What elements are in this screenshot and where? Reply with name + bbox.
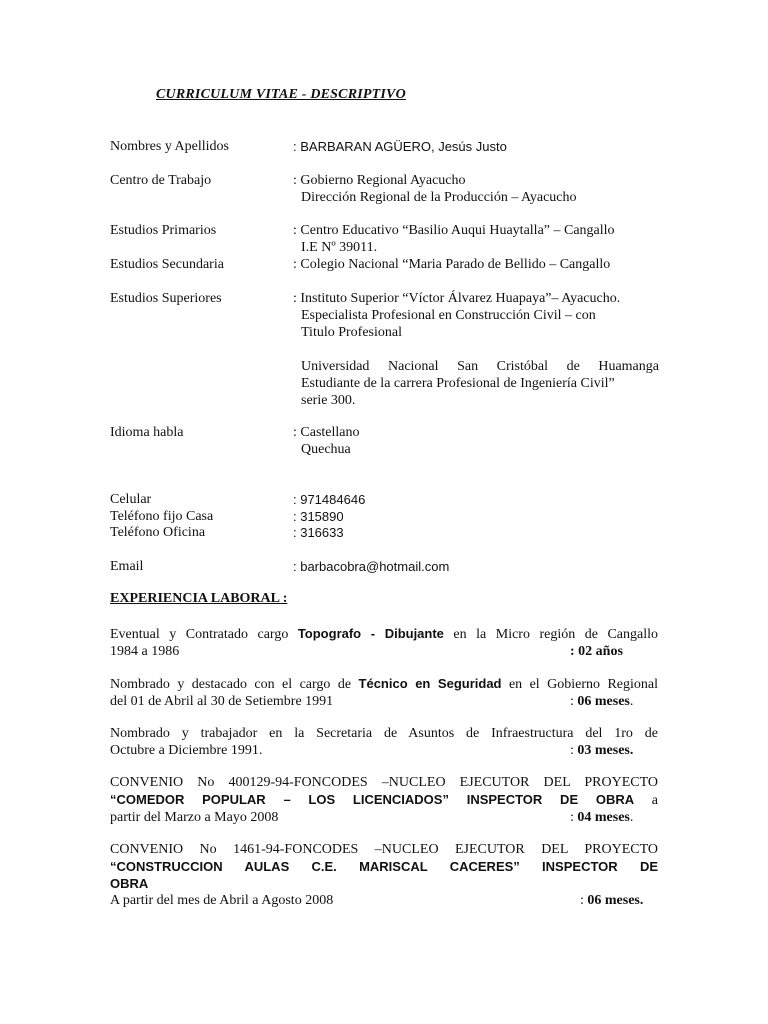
blank-line xyxy=(293,341,659,358)
value-line: Estudiante de la carrera Profesional de Ingeniería Civil” xyxy=(301,376,615,391)
field-value: : 316633 xyxy=(293,525,344,540)
field-value xyxy=(293,290,659,409)
field-label: Teléfono Oficina xyxy=(110,525,206,540)
field-value: : 315890 xyxy=(293,509,344,524)
experience-duration: : 03 meses. xyxy=(570,743,634,758)
field-label: Centro de Trabajo xyxy=(110,173,212,188)
experience-item-1 xyxy=(110,625,658,660)
value-line: : Gobierno Regional Ayacucho xyxy=(293,173,466,188)
experience-line: partir del Marzo a Mayo 2008 : 04 meses. xyxy=(110,810,634,825)
experience-line: CONVENIO No 1461-94-FONCODES –NUCLEO EJECUTOR DEL PROYECTO xyxy=(110,842,658,857)
value-line: I.E Nº 39011. xyxy=(301,240,378,255)
field-label: Estudios Superiores xyxy=(110,291,222,306)
value-line: Titulo Profesional xyxy=(301,325,402,340)
experience-line: “COMEDOR POPULAR – LOS LICENCIADOS” INSPECTOR DE OBRA a xyxy=(110,792,659,808)
value-line: Dirección Regional de la Producción – Ayacucho xyxy=(301,190,577,205)
field-label: Estudios Primarios xyxy=(110,223,217,238)
experience-duration: : 06 meses. xyxy=(580,893,644,908)
field-label: Nombres y Apellidos xyxy=(110,139,229,154)
document-title: CURRICULUM VITAE - DESCRIPTIVO xyxy=(156,87,406,102)
experience-line: del 01 de Abril al 30 de Setiembre 1991 : 06 meses. xyxy=(110,694,634,709)
experience-line: CONVENIO No 400129-94-FONCODES –NUCLEO EJECUTOR DEL PROYECTO xyxy=(110,775,658,790)
section-heading-experiencia: EXPERIENCIA LABORAL : xyxy=(110,591,288,606)
experience-line: OBRA xyxy=(110,876,149,891)
value-line: Universidad Nacional San Cristóbal de Huamanga xyxy=(301,359,659,374)
field-label: Teléfono fijo Casa xyxy=(110,509,214,524)
experience-line: Octubre a Diciembre 1991. : 03 meses. xyxy=(110,743,634,758)
field-value xyxy=(293,172,659,206)
field-value xyxy=(293,222,659,256)
field-value: : 971484646 xyxy=(293,492,366,507)
value-line: : Instituto Superior “Víctor Álvarez Huapaya”– Ayacucho. xyxy=(293,291,621,306)
value-line: serie 300. xyxy=(301,393,356,408)
experience-line: 1984 a 1986 : 02 años xyxy=(110,644,623,659)
experience-duration: : 06 meses. xyxy=(570,694,634,709)
experience-item-4 xyxy=(110,774,658,826)
experience-line: Nombrado y destacado con el cargo de Técnico en Seguridad en el Gobierno Regional xyxy=(110,676,658,692)
experience-duration: : 04 meses. xyxy=(570,810,634,825)
field-value: : Colegio Nacional “Maria Parado de Bellido – Cangallo xyxy=(293,257,611,272)
experience-item-2 xyxy=(110,675,658,710)
experience-line: Eventual y Contratado cargo Topografo - Dibujante en la Micro región de Cangallo xyxy=(110,626,659,642)
experience-line: A partir del mes de Abril a Agosto 2008 : 06 meses. xyxy=(110,893,644,908)
field-label: Idioma habla xyxy=(110,425,184,440)
field-value: : BARBARAN AGÜERO, Jesús Justo xyxy=(293,139,507,154)
experience-line: Nombrado y trabajador en la Secretaria de Asuntos de Infraestructura del 1ro de xyxy=(110,726,658,741)
value-line: Quechua xyxy=(301,442,351,457)
value-line: : Castellano xyxy=(293,425,360,440)
field-label: Celular xyxy=(110,492,152,507)
experience-item-3 xyxy=(110,725,658,759)
experience-item-5 xyxy=(110,841,658,909)
experience-line: “CONSTRUCCION AULAS C.E. MARISCAL CACERES” INSPECTOR DE xyxy=(110,859,658,874)
value-line: : Centro Educativo “Basilio Auqui Huaytalla” – Cangallo xyxy=(293,223,615,238)
value-line: Especialista Profesional en Construcción Civil – con xyxy=(301,308,596,323)
field-value xyxy=(293,424,659,458)
field-label: Email xyxy=(110,559,144,574)
field-value: : barbacobra@hotmail.com xyxy=(293,559,450,574)
field-label: Estudios Secundaria xyxy=(110,257,224,272)
experience-duration: : 02 años xyxy=(570,644,623,659)
